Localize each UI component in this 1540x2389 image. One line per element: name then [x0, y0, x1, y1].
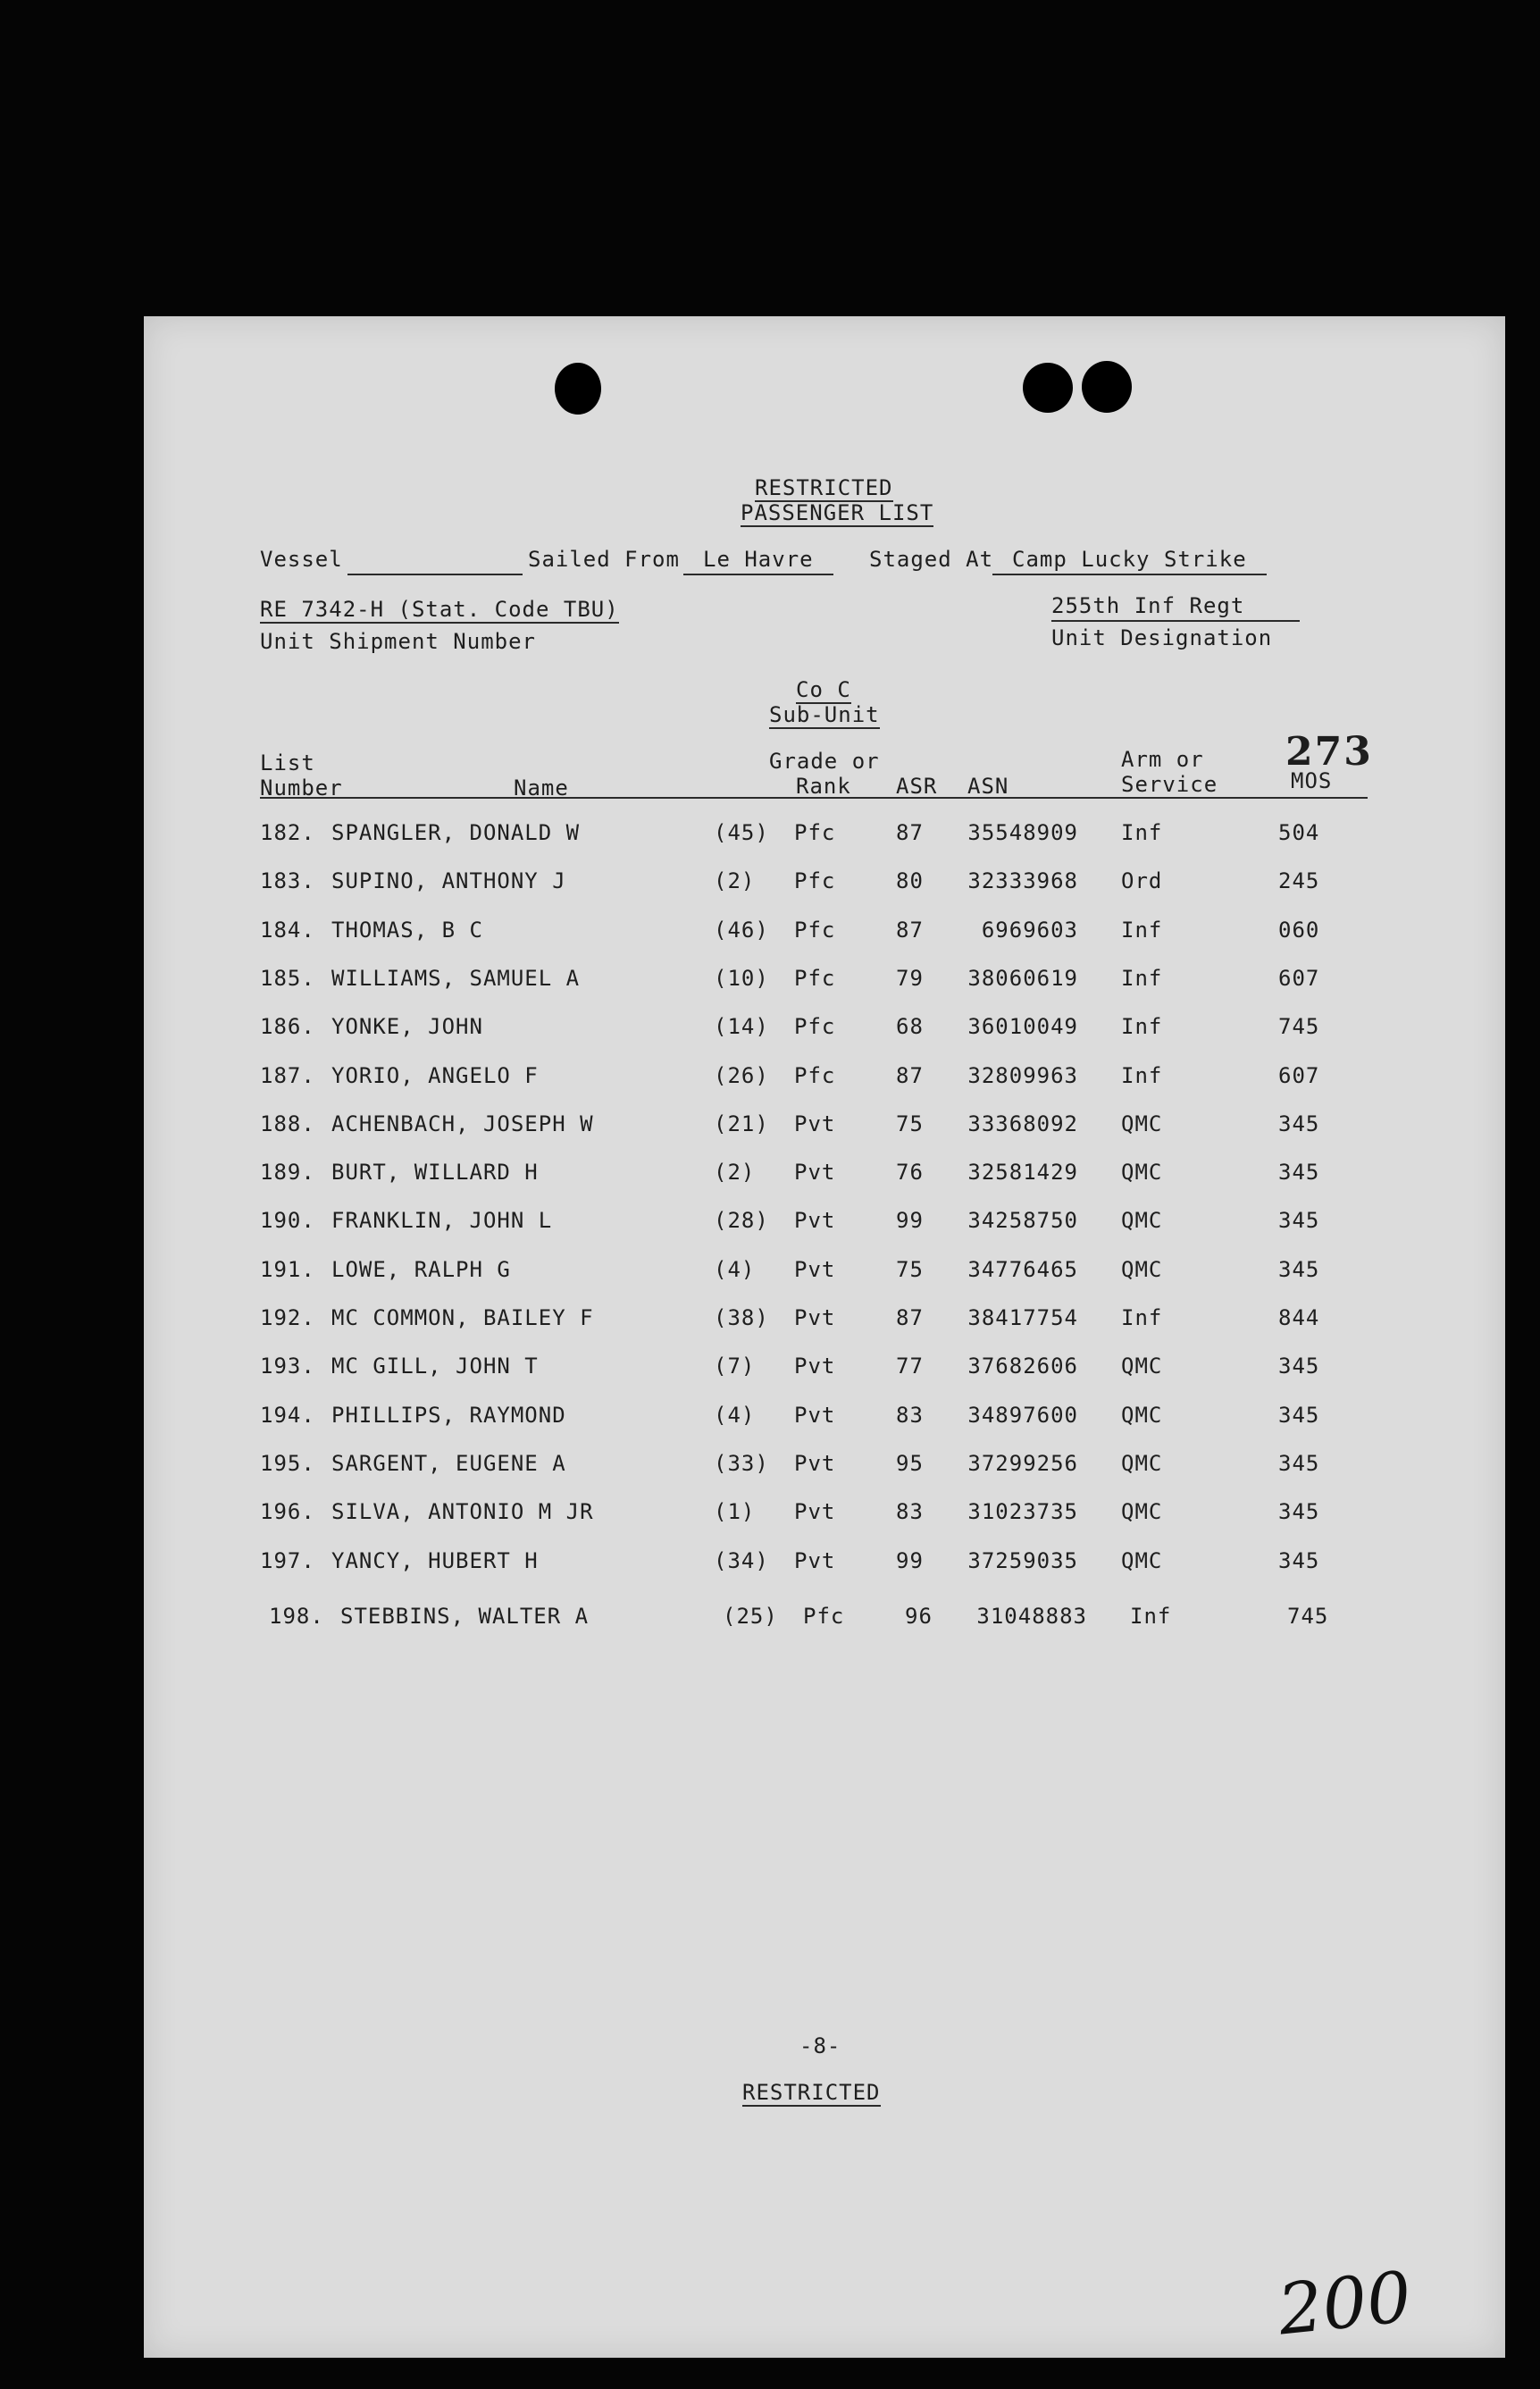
mos-cell: 745	[1278, 1014, 1320, 1040]
name-cell: MC GILL, JOHN T	[331, 1354, 539, 1379]
page-number: -8-	[799, 2033, 841, 2058]
grade-code-cell: (33)	[714, 1450, 769, 1476]
grade-code-cell: (4)	[714, 1402, 756, 1428]
arm-service-cell: QMC	[1121, 1160, 1163, 1186]
arm-service-cell: QMC	[1121, 1547, 1163, 1573]
sailed-from-value	[683, 547, 833, 575]
table-row	[144, 1111, 1505, 1147]
unit-designation-value	[1051, 593, 1300, 622]
list-number-cell: 194.	[260, 1402, 315, 1428]
asn-cell: 32581429	[967, 1160, 1078, 1186]
list-number-cell: 183.	[260, 868, 315, 894]
mos-cell: 060	[1278, 917, 1320, 943]
rank-cell: Pfc	[794, 1062, 836, 1088]
list-number-cell: 184.	[260, 917, 315, 943]
rank-cell: Pvt	[794, 1547, 836, 1573]
arm-service-cell: Ord	[1121, 868, 1163, 894]
mos-cell: 745	[1287, 1603, 1329, 1629]
asn-cell: 34258750	[967, 1208, 1078, 1234]
mos-cell: 345	[1278, 1208, 1320, 1234]
grade-code-cell: (38)	[714, 1305, 769, 1330]
mos-cell: 345	[1278, 1354, 1320, 1379]
arm-service-cell: Inf	[1121, 1014, 1163, 1040]
unit-designation-label: Unit Designation	[1051, 625, 1273, 650]
list-number-cell: 196.	[260, 1499, 315, 1525]
arm-service-cell: QMC	[1121, 1499, 1163, 1525]
table-row	[144, 1548, 1505, 1584]
asn-cell: 37299256	[967, 1450, 1078, 1476]
table-row	[144, 966, 1505, 1002]
arm-service-cell: QMC	[1121, 1354, 1163, 1379]
col-grade-line1: Grade or	[769, 749, 880, 774]
rank-cell: Pfc	[794, 965, 836, 991]
asr-cell: 87	[896, 1305, 924, 1330]
asn-cell: 33368092	[967, 1111, 1078, 1136]
asr-cell: 75	[896, 1256, 924, 1282]
asr-cell: 87	[896, 917, 924, 943]
list-number-cell: 195.	[260, 1450, 315, 1476]
col-mos: MOS	[1291, 768, 1333, 793]
list-number-cell: 189.	[260, 1160, 315, 1186]
grade-code-cell: (1)	[714, 1499, 756, 1525]
col-list-line2: Number	[260, 775, 343, 801]
rank-cell: Pfc	[803, 1603, 845, 1629]
list-number-cell: 193.	[260, 1354, 315, 1379]
table-row	[144, 918, 1505, 953]
asn-cell: 31048883	[976, 1603, 1087, 1629]
mos-cell: 345	[1278, 1450, 1320, 1476]
col-arm-line2: Service	[1121, 772, 1218, 797]
name-cell: LOWE, RALPH G	[331, 1256, 511, 1282]
name-cell: YONKE, JOHN	[331, 1014, 483, 1040]
grade-code-cell: (7)	[714, 1354, 756, 1379]
rank-cell: Pfc	[794, 868, 836, 894]
staged-at-label: Staged At	[869, 547, 994, 572]
asr-cell: 79	[896, 965, 924, 991]
table-row	[144, 1208, 1505, 1244]
name-cell: PHILLIPS, RAYMOND	[331, 1402, 566, 1428]
grade-code-cell: (10)	[714, 965, 769, 991]
name-cell: SARGENT, EUGENE A	[331, 1450, 566, 1476]
name-cell: YORIO, ANGELO F	[331, 1062, 539, 1088]
name-cell: YANCY, HUBERT H	[331, 1547, 539, 1573]
table-row	[144, 820, 1505, 856]
table-row	[144, 1451, 1505, 1487]
name-cell: MC COMMON, BAILEY F	[331, 1305, 594, 1330]
list-number-cell: 191.	[260, 1256, 315, 1282]
header-rule	[260, 797, 1368, 799]
rank-cell: Pvt	[794, 1208, 836, 1234]
list-number-cell: 185.	[260, 965, 315, 991]
table-row	[144, 868, 1505, 904]
mos-cell: 504	[1278, 820, 1320, 845]
asr-cell: 83	[896, 1402, 924, 1428]
restricted-footer: RESTRICTED	[742, 2080, 881, 2105]
table-row	[144, 1160, 1505, 1195]
punch-hole	[555, 363, 601, 415]
asn-cell: 37259035	[967, 1547, 1078, 1573]
table-row	[144, 1257, 1505, 1293]
name-cell: BURT, WILLARD H	[331, 1160, 539, 1186]
table-row	[144, 1354, 1505, 1389]
col-name: Name	[514, 775, 569, 801]
asn-cell: 38060619	[967, 965, 1078, 991]
asn-cell: 31023735	[967, 1499, 1078, 1525]
shipment-number-label: Unit Shipment Number	[260, 629, 536, 654]
col-arm-line1: Arm or	[1121, 747, 1204, 772]
list-number-cell: 188.	[260, 1111, 315, 1136]
rank-cell: Pvt	[794, 1111, 836, 1136]
asr-cell: 77	[896, 1354, 924, 1379]
shipment-number-value: RE 7342-H (Stat. Code TBU)	[260, 597, 619, 622]
list-number-cell: 198.	[269, 1603, 324, 1629]
grade-code-cell: (21)	[714, 1111, 769, 1136]
rank-cell: Pfc	[794, 1014, 836, 1040]
grade-code-cell: (4)	[714, 1256, 756, 1282]
table-row	[144, 1403, 1505, 1438]
asn-cell: 37682606	[967, 1354, 1078, 1379]
asr-cell: 68	[896, 1014, 924, 1040]
col-list-line1: List	[260, 750, 315, 775]
mos-cell: 345	[1278, 1547, 1320, 1573]
asn-cell: 36010049	[967, 1014, 1078, 1040]
asn-cell: 32809963	[967, 1062, 1078, 1088]
table-row	[144, 1604, 1505, 1639]
rank-cell: Pvt	[794, 1402, 836, 1428]
list-number-cell: 182.	[260, 820, 315, 845]
col-asr: ASR	[896, 774, 938, 799]
grade-code-cell: (2)	[714, 868, 756, 894]
arm-service-cell: QMC	[1121, 1111, 1163, 1136]
arm-service-cell: Inf	[1130, 1603, 1172, 1629]
asn-cell: 6969603	[981, 917, 1078, 943]
arm-service-cell: QMC	[1121, 1256, 1163, 1282]
asr-cell: 95	[896, 1450, 924, 1476]
mos-cell: 345	[1278, 1256, 1320, 1282]
rank-cell: Pvt	[794, 1305, 836, 1330]
name-cell: WILLIAMS, SAMUEL A	[331, 965, 581, 991]
punch-hole	[1082, 361, 1132, 413]
rank-cell: Pvt	[794, 1160, 836, 1186]
arm-service-cell: QMC	[1121, 1402, 1163, 1428]
name-cell: THOMAS, B C	[331, 917, 483, 943]
vessel-blank-line	[347, 574, 523, 575]
name-cell: SPANGLER, DONALD W	[331, 820, 581, 845]
list-number-cell: 186.	[260, 1014, 315, 1040]
rank-cell: Pfc	[794, 820, 836, 845]
staged-at-value	[992, 547, 1267, 575]
asr-cell: 87	[896, 820, 924, 845]
asr-cell: 99	[896, 1547, 924, 1573]
mos-cell: 345	[1278, 1111, 1320, 1136]
rank-cell: Pvt	[794, 1499, 836, 1525]
page-mark-number: 273	[1285, 729, 1373, 775]
asn-cell: 34776465	[967, 1256, 1078, 1282]
list-number-cell: 187.	[260, 1062, 315, 1088]
mos-cell: 345	[1278, 1160, 1320, 1186]
table-row	[144, 1305, 1505, 1341]
grade-code-cell: (14)	[714, 1014, 769, 1040]
mos-cell: 245	[1278, 868, 1320, 894]
arm-service-cell: Inf	[1121, 1305, 1163, 1330]
table-row	[144, 1499, 1505, 1535]
mos-cell: 607	[1278, 1062, 1320, 1088]
asn-cell: 32333968	[967, 868, 1078, 894]
sub-unit-label: Sub-Unit	[769, 702, 880, 727]
asn-cell: 38417754	[967, 1305, 1078, 1330]
table-row	[144, 1014, 1505, 1050]
name-cell: SILVA, ANTONIO M JR	[331, 1499, 594, 1525]
name-cell: SUPINO, ANTHONY J	[331, 868, 566, 894]
name-cell: STEBBINS, WALTER A	[340, 1603, 590, 1629]
asr-cell: 99	[896, 1208, 924, 1234]
grade-code-cell: (2)	[714, 1160, 756, 1186]
arm-service-cell: QMC	[1121, 1208, 1163, 1234]
table-row	[144, 1063, 1505, 1099]
name-cell: FRANKLIN, JOHN L	[331, 1208, 553, 1234]
mos-cell: 844	[1278, 1305, 1320, 1330]
asr-cell: 83	[896, 1499, 924, 1525]
document-page	[144, 316, 1505, 2358]
list-number-cell: 192.	[260, 1305, 315, 1330]
restricted-heading: RESTRICTED	[755, 475, 893, 500]
list-number-cell: 197.	[260, 1547, 315, 1573]
grade-code-cell: (45)	[714, 820, 769, 845]
col-grade-line2: Rank	[796, 774, 851, 799]
rank-cell: Pvt	[794, 1354, 836, 1379]
sailed-from-label: Sailed From	[528, 547, 680, 572]
arm-service-cell: Inf	[1121, 917, 1163, 943]
asr-cell: 76	[896, 1160, 924, 1186]
unit-designation-text: 255th Inf Regt	[1051, 593, 1300, 622]
document-title: PASSENGER LIST	[741, 500, 934, 525]
grade-code-cell: (28)	[714, 1208, 769, 1234]
staged-at-text: Camp Lucky Strike	[992, 547, 1267, 575]
asr-cell: 87	[896, 1062, 924, 1088]
asn-cell: 35548909	[967, 820, 1078, 845]
asr-cell: 75	[896, 1111, 924, 1136]
mos-cell: 345	[1278, 1402, 1320, 1428]
rank-cell: Pfc	[794, 917, 836, 943]
asn-cell: 34897600	[967, 1402, 1078, 1428]
handwritten-note: 200	[1274, 2257, 1416, 2351]
asr-cell: 96	[905, 1603, 933, 1629]
rank-cell: Pvt	[794, 1450, 836, 1476]
arm-service-cell: QMC	[1121, 1450, 1163, 1476]
grade-code-cell: (25)	[723, 1603, 778, 1629]
arm-service-cell: Inf	[1121, 1062, 1163, 1088]
grade-code-cell: (26)	[714, 1062, 769, 1088]
sub-unit-value: Co C	[796, 677, 851, 702]
asr-cell: 80	[896, 868, 924, 894]
grade-code-cell: (46)	[714, 917, 769, 943]
mos-cell: 345	[1278, 1499, 1320, 1525]
list-number-cell: 190.	[260, 1208, 315, 1234]
sailed-from-text: Le Havre	[683, 547, 833, 575]
arm-service-cell: Inf	[1121, 965, 1163, 991]
punch-hole	[1023, 363, 1073, 413]
vessel-label: Vessel	[260, 547, 343, 572]
arm-service-cell: Inf	[1121, 820, 1163, 845]
name-cell: ACHENBACH, JOSEPH W	[331, 1111, 594, 1136]
mos-cell: 607	[1278, 965, 1320, 991]
col-asn: ASN	[967, 774, 1009, 799]
grade-code-cell: (34)	[714, 1547, 769, 1573]
rank-cell: Pvt	[794, 1256, 836, 1282]
